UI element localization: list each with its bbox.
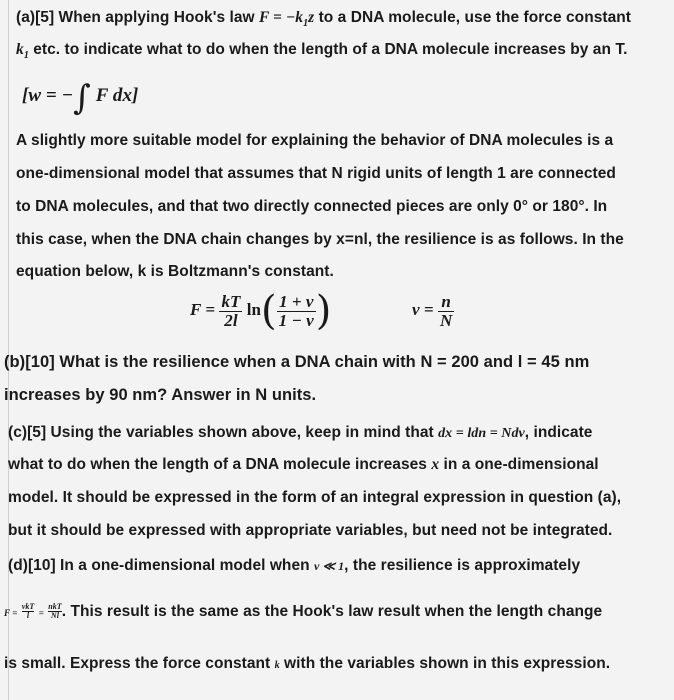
nkT-over-Nl: $\frac{\text{nkT}}{Nl}$ bbox=[48, 602, 62, 621]
nukT-over-l: $\frac{\text{νkT}}{l}$ bbox=[21, 602, 35, 621]
part-c-line-3: model. It should be expressed in the form of an integral expression in question (a), bbox=[8, 489, 622, 506]
part-c-line-4: but it should be expressed with appropriate variables, but need not be integrated. bbox=[8, 522, 613, 539]
paragraph-line-4: this case, when the DNA chain changes by x=nl, the resilience is as follows. In the bbox=[16, 231, 624, 248]
part-a-line-2: $k_1$ etc. to indicate what to do when the length of a DNA molecule increases by an T. bbox=[16, 41, 628, 62]
resilience-equation: F = $\frac{kT}{2l}$ ln( $\frac{1 + \nu}{1 - \nu}$ ) bbox=[190, 288, 332, 335]
n-over-N: $\frac{n}{N}$ bbox=[439, 291, 453, 330]
paragraph-line-3: to DNA molecules, and that two directly connected pieces are only 0° or 180°. In bbox=[16, 198, 608, 215]
paragraph-line-1: A slightly more suitable model for explaining the behavior of DNA molecules is a bbox=[16, 132, 614, 149]
nu-definition: ν = $\frac{n}{N}$ bbox=[412, 291, 453, 330]
work-formula: [w = −∫ F dx] bbox=[22, 78, 139, 118]
part-c-line-1: (c)[5] Using the variables shown above, keep in mind that dx = ldn = Ndν, indicate bbox=[8, 424, 593, 441]
part-d-line-1: (d)[10] In a one-dimensional model when ν ≪ 1, the resilience is approximately bbox=[8, 557, 581, 574]
paragraph-line-2: one-dimensional model that assumes that N rigid units of length 1 are connected bbox=[16, 165, 616, 182]
part-d-line-2: F = $\frac{\text{νkT}}{l}$ = $\frac{\text{nkT}}{Nl}$ . This result is the same as the Hook's law result when the length change bbox=[4, 602, 603, 621]
part-b-line-1: (b)[10] What is the resilience when a DNA chain with N = 200 and l = 45 nm bbox=[4, 353, 590, 371]
part-a-line-1: (a)[5] When applying Hook's law $F = -k_1z$ to a DNA molecule, use the force constant bbox=[16, 9, 631, 30]
part-c-line-2: what to do when the length of a DNA molecule increases x in a one-dimensional bbox=[8, 456, 599, 473]
kT-over-2l: $\frac{kT}{2l}$ bbox=[221, 291, 241, 330]
part-d-line-3: is small. Express the force constant k with the variables shown in this expression. bbox=[4, 655, 611, 672]
log-argument: $\frac{1 + \nu}{1 - \nu}$ bbox=[278, 291, 314, 330]
left-edge-line bbox=[8, 0, 9, 700]
paragraph-line-5: equation below, k is Boltzmann's constant. bbox=[16, 263, 334, 280]
part-b-line-2: increases by 90 nm? Answer in N units. bbox=[4, 386, 317, 404]
